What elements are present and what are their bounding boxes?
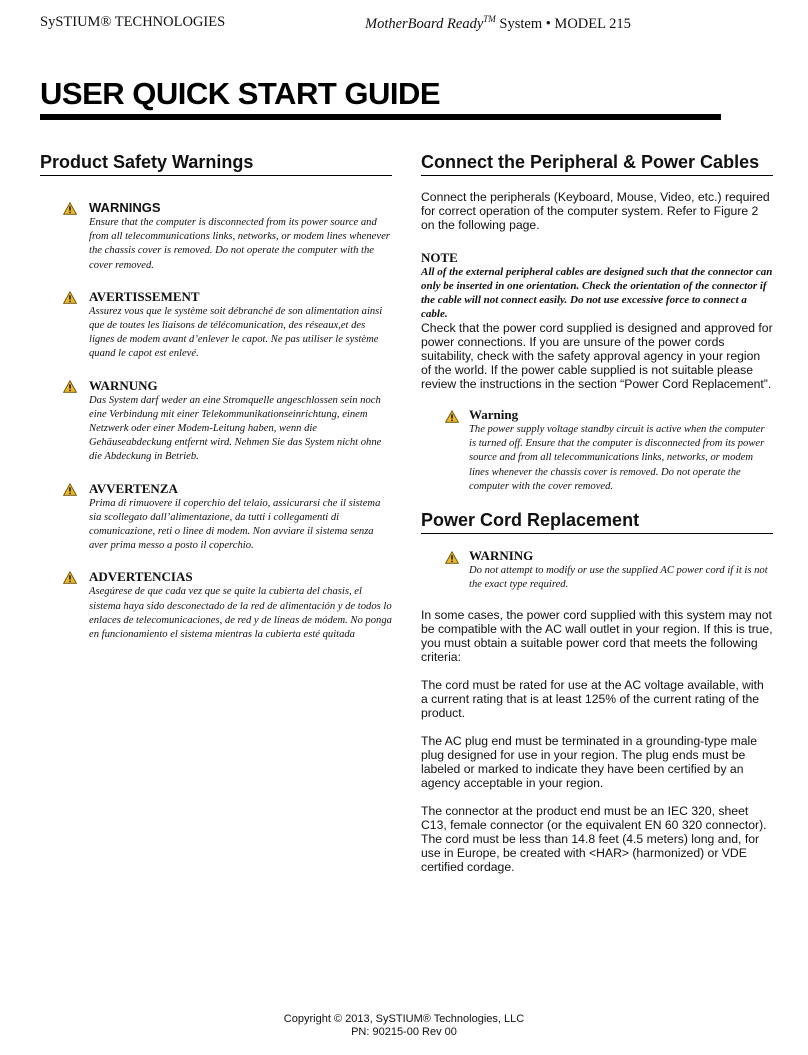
warning-block-es [40, 569, 392, 642]
warning-icon [445, 410, 459, 423]
warning-title: WARNING [469, 548, 534, 564]
warning-block-fr [40, 289, 392, 362]
warning-icon [63, 291, 77, 304]
power-cord-paragraph: In some cases, the power cord supplied with this system may not be compatible with the AC wall outlet in your region. If this is true, you must obtain a suitable power cord that meets the following criteria: [421, 608, 773, 665]
power-cord-heading: Power Cord Replacement [421, 510, 773, 534]
power-cord-check-text: Check that the power cord supplied is designed and approved for power connections. If you are unsure of the power cords suitability, check with the safety approval agency in your region of the world. If the power cable supplied is not suitable please review the instructions in the section “Power Cord Replacement”. [421, 321, 773, 391]
warning-text: Prima di rimuovere il coperchio del telaio, assicurarsi che il sistema sia scollegato dall’alimentazione, da tutti i collegamenti di comunicazione, reti o linee di modem. Non avviare il sistema senza aver prima messo a posto il coperchio. [89, 497, 381, 552]
running-header [40, 14, 800, 34]
page-title: USER QUICK START GUIDE [40, 76, 441, 111]
power-cord-paragraph: The cord must be rated for use at the AC voltage available, with a current rating that is at least 125% of the current rating of the product. [421, 678, 764, 721]
safety-heading: Product Safety Warnings [40, 152, 392, 176]
warning-text: The power supply voltage standby circuit is active when the computer is turned off. Ensure that the computer is disconnected from its power source and from all telecommunications links, networks, or modem lines whenever the chassis cover is removed. Do not operate the computer with the cover removed. [469, 424, 765, 492]
page-footer [0, 1013, 808, 1039]
header-tm: TM [483, 14, 496, 24]
power-cord-warning-block [421, 548, 773, 592]
warning-block-it [40, 481, 392, 554]
warning-title: WARNUNG [89, 377, 158, 393]
warning-text: Das System darf weder an eine Stromquelle angeschlossen sein noch eine Verbindung mit einer Telekommunikationseinrichtung, einem Netzwerk oder einer Modem-Leitung haben, wenn die Gehäuseabdeckung entfernt wird. Nehmen Sie das System nicht ohne die Abdeckung in Betrieb. [89, 394, 382, 463]
header-product-line [365, 14, 631, 33]
warning-title: AVVERTENZA [89, 480, 178, 496]
standby-warning-block [421, 407, 773, 494]
warning-text: Ensure that the computer is disconnected from its power source and from all telecommunications links, networks, or modem lines whenever the chassis cover is removed. Do not operate the computer with the cover removed. [89, 217, 390, 271]
right-column [421, 152, 773, 874]
warning-text: Assurez vous que le système soit débranché de son alimentation ainsi que de toutes les liaisons de télécomunication, des réseaux,et des lignes de modem avant d’enlever le capot. Ne pas utiliser le système quand le capot est enlevé. [89, 305, 383, 360]
warning-icon [63, 483, 77, 496]
warning-icon [63, 202, 77, 215]
note-text: All of the external peripheral cables are designed such that the connector can only be inserted in one orientation. Check the orientation of the connector if the cable will not connect easily. Do not use excessive force to connect a cable. [421, 266, 773, 320]
warning-title: AVERTISSEMENT [89, 288, 200, 304]
note-title: NOTE [421, 250, 458, 265]
header-model: System • MODEL 215 [499, 15, 631, 32]
warning-icon [63, 571, 77, 584]
warning-icon [445, 551, 459, 564]
warning-title: Warning [469, 407, 519, 422]
footer-copyright: Copyright © 2013, SySTIUM® Technologies, LLC [283, 1013, 525, 1025]
header-product: MotherBoard Ready [365, 15, 484, 32]
warning-text: Asegúrese de que cada vez que se quite la cubierta del chasis, el sistema haya sido desconectado de la red de alimentación y de todos lo enlaces de telecomunicaciones, de red y de líneas de módem. No ponga en funcionamiento el sistema mientras la cubierta esté quitada [89, 586, 392, 641]
warning-icon [63, 380, 77, 393]
title-rule [40, 114, 721, 120]
peripheral-heading: Connect the Peripheral & Power Cables [421, 152, 773, 176]
footer-part-number: PN: 90215-00 Rev 00 [351, 1026, 457, 1038]
header-company: SySTIUM® TECHNOLOGIES [40, 14, 226, 30]
power-cord-paragraph: The AC plug end must be terminated in a grounding-type male plug designed for use in your region. The plug ends must be labeled or marked to indicate they have been certified by an agency acceptable in your region. [421, 734, 758, 791]
warning-title: ADVERTENCIAS [89, 569, 193, 585]
peripheral-intro: Connect the peripherals (Keyboard, Mouse, Video, etc.) required for correct operation of the computer system. Refer to Figure 2 on the following page. [421, 190, 770, 232]
warning-block-en [40, 200, 392, 273]
warning-text: Do not attempt to modify or use the supplied AC power cord if it is not the exact type required. [469, 565, 768, 591]
warning-title: WARNINGS [89, 200, 161, 215]
power-cord-paragraph: The connector at the product end must be an IEC 320, sheet C13, female connector (or the equivalent EN 60 320 connector). The cord must be less than 14.8 feet (4.5 meters) long and, for use in Europe, be created with <HAR> (harmonized) or VDE certified cordage. [421, 804, 767, 875]
left-column [40, 152, 392, 642]
warning-block-de [40, 378, 392, 465]
